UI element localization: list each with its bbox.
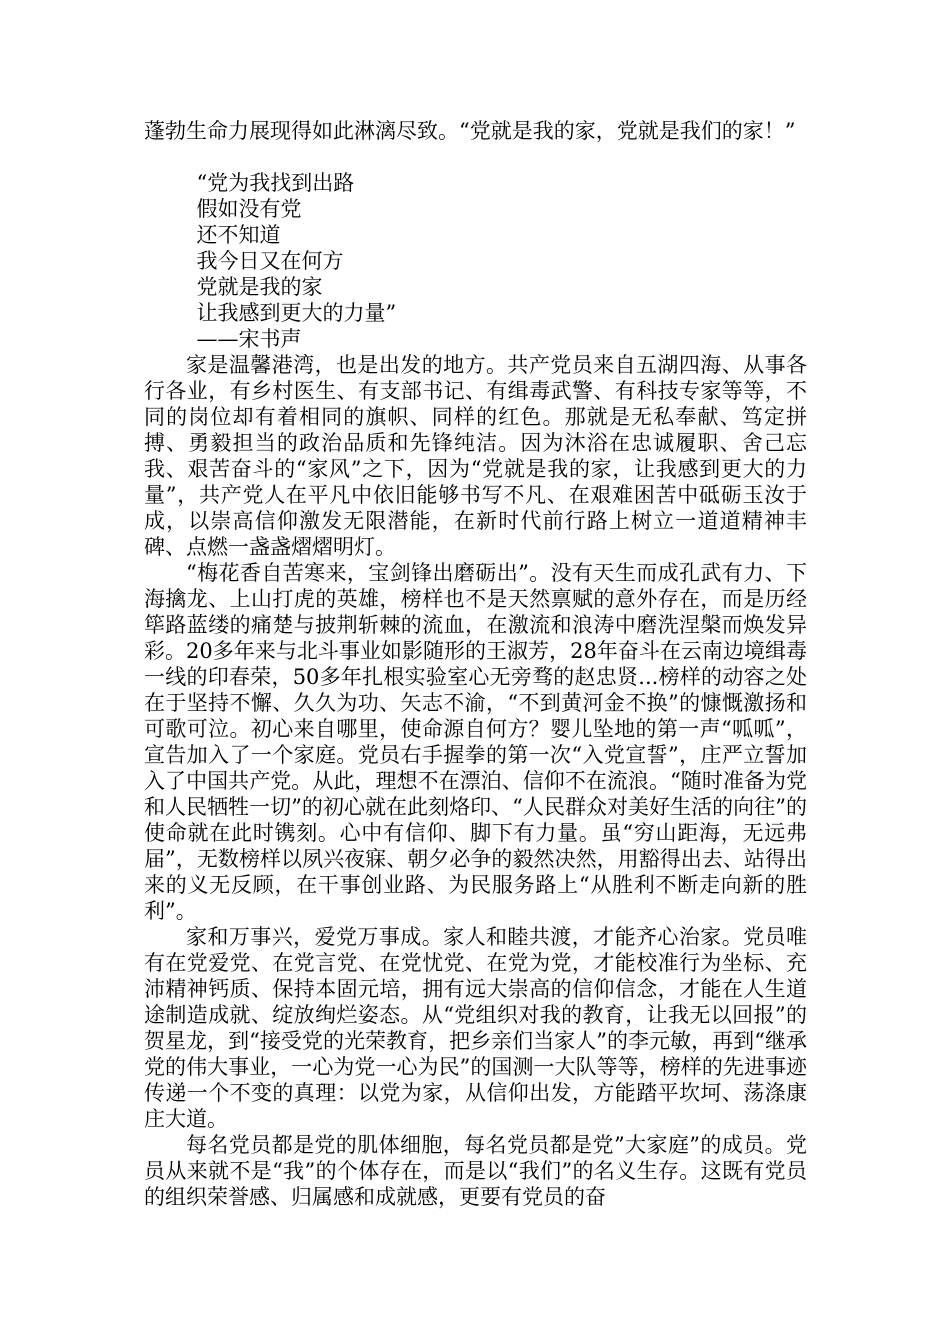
poem-line: 还不知道 [196,223,281,247]
poem-block [144,170,807,352]
body-paragraph-role-models: “梅花香自苦寒来，宝剑锋出磨砺出”。没有天生而成孔武有力、下海擒龙、上山打虎的英雄，榜样也不是天然禀赋的意外存在，而是历经筚路蓝缕的痛楚与披荆斩棘的流血，在激流和浪涛中磨洗涅槃而焕发异彩。20多年来与北斗事业如影随形的王淑芳，28年奋斗在云南边境缉毒一线的印春荣，50多年扎根实验室心无旁骛的赵忠贤...榜样的动容之处在于坚持不懈、久久为功、矢志不渝，“不到黄河金不换”的慷慨激扬和可歌可泣。初心来自哪里，使命源自何方？婴儿坠地的第一声“呱呱”，宣告加入了一个家庭。党员右手握拳的第一次“入党宣誓”，庄严立誓加入了中国共产党。从此，理想不在漂泊、信仰不在流浪。“随时准备为党和人民牺牲一切”的初心就在此刻烙印、“人民群众对美好生活的向往”的使命就在此时镌刻。心中有信仰、脚下有力量。虽“穷山距海，无远弗届”，无数榜样以夙兴夜寐、朝夕必争的毅然决然，用豁得出去、站得出来的义无反顾，在干事创业路、为民服务路上“从胜利不断走向新的胜利”。 [144,561,807,923]
poem-line: 让我感到更大的力量” [196,301,397,325]
body-paragraph-party-members: 每名党员都是党的肌体细胞，每名党员都是党”大家庭”的成员。党员从来就不是“我”的个体存在，而是以“我们”的名义生存。这既有党员的组织荣誉感、归属感和成就感，更要有党员的奋 [144,1133,807,1209]
poem-line: 党就是我的家 [196,275,323,299]
body-paragraph-family-harmony: 家和万事兴，爱党万事成。家人和睦共渡，才能齐心治家。党员唯有在党爱党、在党言党、在党忧党、在党为党，才能校准行为坐标、充沛精神钙质、保持本固元培，拥有远大崇高的信仰信念，才能在人生道途制造成就、绽放绚烂姿态。从“党组织对我的教育，让我无以回报”的贺星龙，到“接受党的光荣教育，把乡亲们当家人”的李元敏，再到“继承党的伟大事业，一心为党一心为民”的国测一大队等等，榜样的先进事迹传递一个不变的真理：以党为家，从信仰出发，方能踏平坎坷、荡涤康庄大道。 [144,925,807,1131]
body-paragraph-home-harbor: 家是温馨港湾，也是出发的地方。共产党员来自五湖四海、从事各行各业，有乡村医生、有支部书记、有缉毒武警、有科技专家等等，不同的岗位却有着相同的旗帜、同样的红色。那就是无私奉献、笃定拼搏、勇毅担当的政治品质和先锋纯洁。因为沐浴在忠诚履职、舍己忘我、艰苦奋斗的“家风”之下，因为“党就是我的家，让我感到更大的力量”，共产党人在平凡中依旧能够书写不凡、在艰难困苦中砥砺玉汝于成，以崇高信仰激发无限潜能，在新时代前行路上树立一道道精神丰碑、点燃一盏盏熠熠明灯。 [144,353,807,559]
poem-line: “党为我找到出路 [196,171,355,195]
poem-attribution: ——宋书声 [196,327,302,351]
opening-paragraph: 蓬勃生命力展现得如此淋漓尽致。“党就是我的家，党就是我们的家！” [144,119,796,143]
document-page [144,118,807,1210]
poem-line: 我今日又在何方 [196,249,344,273]
poem-line: 假如没有党 [196,197,302,221]
